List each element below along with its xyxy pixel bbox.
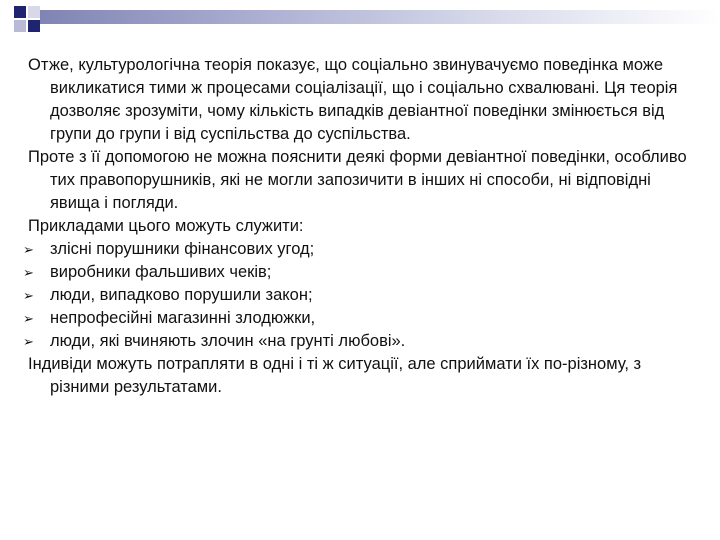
arrow-bullet-icon: ➢: [23, 311, 34, 326]
list-item-text: люди, які вчиняють злочин «на грунті любові».: [50, 332, 406, 350]
decor-square-mid: [14, 20, 26, 32]
decor-gradient-bar: [40, 10, 720, 24]
decor-square-light: [28, 6, 40, 18]
paragraph-3: Прикладами цього можуть служити:: [28, 217, 304, 235]
list-item-text: виробники фальшивих чеків;: [50, 263, 272, 281]
arrow-bullet-icon: ➢: [23, 265, 34, 280]
list-item-text: люди, випадково порушили закон;: [50, 286, 313, 304]
list-item: [23, 307, 688, 330]
decor-square-dark-2: [28, 20, 40, 32]
list-item: [23, 261, 688, 284]
list-item: [23, 330, 688, 353]
decor-square-dark: [14, 6, 26, 18]
header-decoration: [0, 0, 720, 40]
list-item: [23, 284, 688, 307]
list-item: [23, 238, 688, 261]
slide-text: [23, 54, 688, 399]
paragraph-4: Індивіди можуть потрапляти в одні і ті ж ситуації, але сприймати їх по-різному, з різними результатами.: [28, 355, 642, 396]
arrow-bullet-icon: ➢: [23, 334, 34, 349]
list-item-text: злісні порушники фінансових угод;: [50, 240, 315, 258]
paragraph-1: Отже, культурологічна теорія показує, що соціально звинувачуємо поведінка може викликатися тими ж процесами соціалізації, що і соціально схвалювані. Ця теорія дозволяє зрозуміти, чому кількість випадків девіантної поведінки змінюється від групи до групи і від суспільства до суспільства.: [28, 56, 678, 143]
arrow-bullet-icon: ➢: [23, 288, 34, 303]
list-item-text: непрофесійні магазинні злодюжки,: [50, 309, 316, 327]
arrow-bullet-icon: ➢: [23, 242, 34, 257]
paragraph-2: Проте з її допомогою не можна пояснити деякі форми девіантної поведінки, особливо тих правопорушників, які не могли запозичити в інших ні способи, ні відповідні явища і погляди.: [28, 148, 687, 212]
